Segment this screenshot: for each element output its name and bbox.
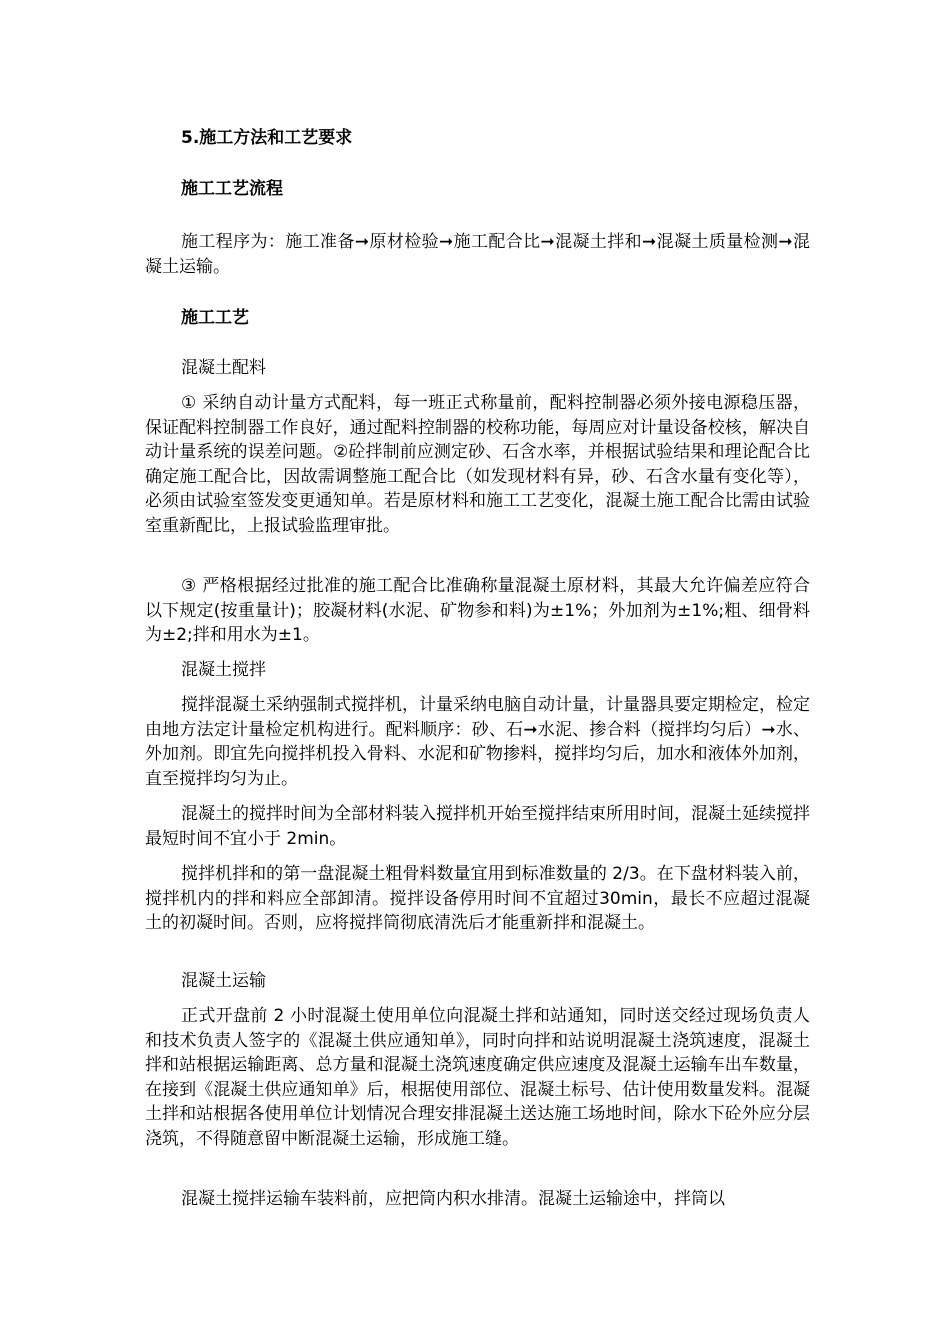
process-paragraph: 施工程序为：施工准备➞原材检验➞施工配合比➞混凝土拌和➞混凝土质量检测➞混凝土运输。: [145, 232, 810, 277]
section-title: 5.施工方法和工艺要求: [181, 128, 353, 148]
mixing-paragraph-1: 搅拌混凝土采纳强制式搅拌机，计量采纳电脑自动计量，计量器具要定期检定，检定由地方法定计量检定机构进行。配料顺序：砂、石➞水泥、掺合料（搅拌均匀后）➞水、外加剂。即宜先向搅拌机投入骨料、水泥和矿物掺料，搅拌均匀后，加水和液体外加剂，直至搅拌均匀为止。: [145, 695, 810, 789]
mixing-paragraph-3: 搅拌机拌和的第一盘混凝土粗骨料数量宜用到标准数量的 2/3。在下盘材料装入前，搅拌机内的拌和料应全部卸清。搅拌设备停用时间不宜超过30min，最长不应超过混凝土的初凝时间。否则，应将搅拌筒彻底清洗后才能重新拌和混凝土。: [145, 864, 810, 933]
mixing-title: 混凝土搅拌: [181, 660, 266, 680]
transport-title: 混凝土运输: [181, 971, 266, 991]
batching-title: 混凝土配料: [181, 358, 266, 378]
mixing-paragraph-2: 混凝土的搅拌时间为全部材料装入搅拌机开始至搅拌结束所用时间，混凝土延续搅拌最短时间不宜小于 2min。: [145, 804, 810, 849]
transport-paragraph-1: 正式开盘前 2 小时混凝土使用单位向混凝土拌和站通知，同时送交经过现场负责人和技术负责人签字的《混凝土供应通知单》，同时向拌和站说明混凝土浇筑速度，混凝土拌和站根据运输距离、总方量和混凝土浇筑速度确定供应速度及混凝土运输车出车数量，在接到《混凝土供应通知单》后，根据使用部位、混凝土标号、估计使用数量发料。混凝土拌和站根据各使用单位计划情况合理安排混凝土送达施工场地时间，除水下砼外应分层浇筑，不得随意留中断混凝土运输，形成施工缝。: [145, 1006, 810, 1149]
batching-paragraph-1: ① 采纳自动计量方式配料，每一班正式称量前，配料控制器必须外接电源稳压器，保证配料控制器工作良好，通过配料控制器的校称功能，每周应对计量设备校核，解决自动计量系统的误差问题。②砼拌制前应测定砂、石含水率，并根据试验结果和理论配合比确定施工配合比，因故需调整施工配合比（如发现材料有异，砂、石含水量有变化等），必须由试验室签发变更通知单。若是原材料和施工工艺变化，混凝土施工配合比需由试验室重新配比，上报试验监理审批。: [145, 393, 810, 536]
craft-heading: 施工工艺: [181, 308, 249, 328]
batching-paragraph-2: ③ 严格根据经过批准的施工配合比准确称量混凝土原材料，其最大允许偏差应符合以下规定(按重量计)；胶凝材料(水泥、矿物参和料)为±1%；外加剂为±1%;粗、细骨料为±2;拌和用水为±1。: [145, 576, 810, 645]
transport-paragraph-2: 混凝土搅拌运输车装料前，应把筒内积水排清。混凝土运输途中，拌筒以: [181, 1189, 725, 1209]
process-heading: 施工工艺流程: [181, 179, 283, 199]
